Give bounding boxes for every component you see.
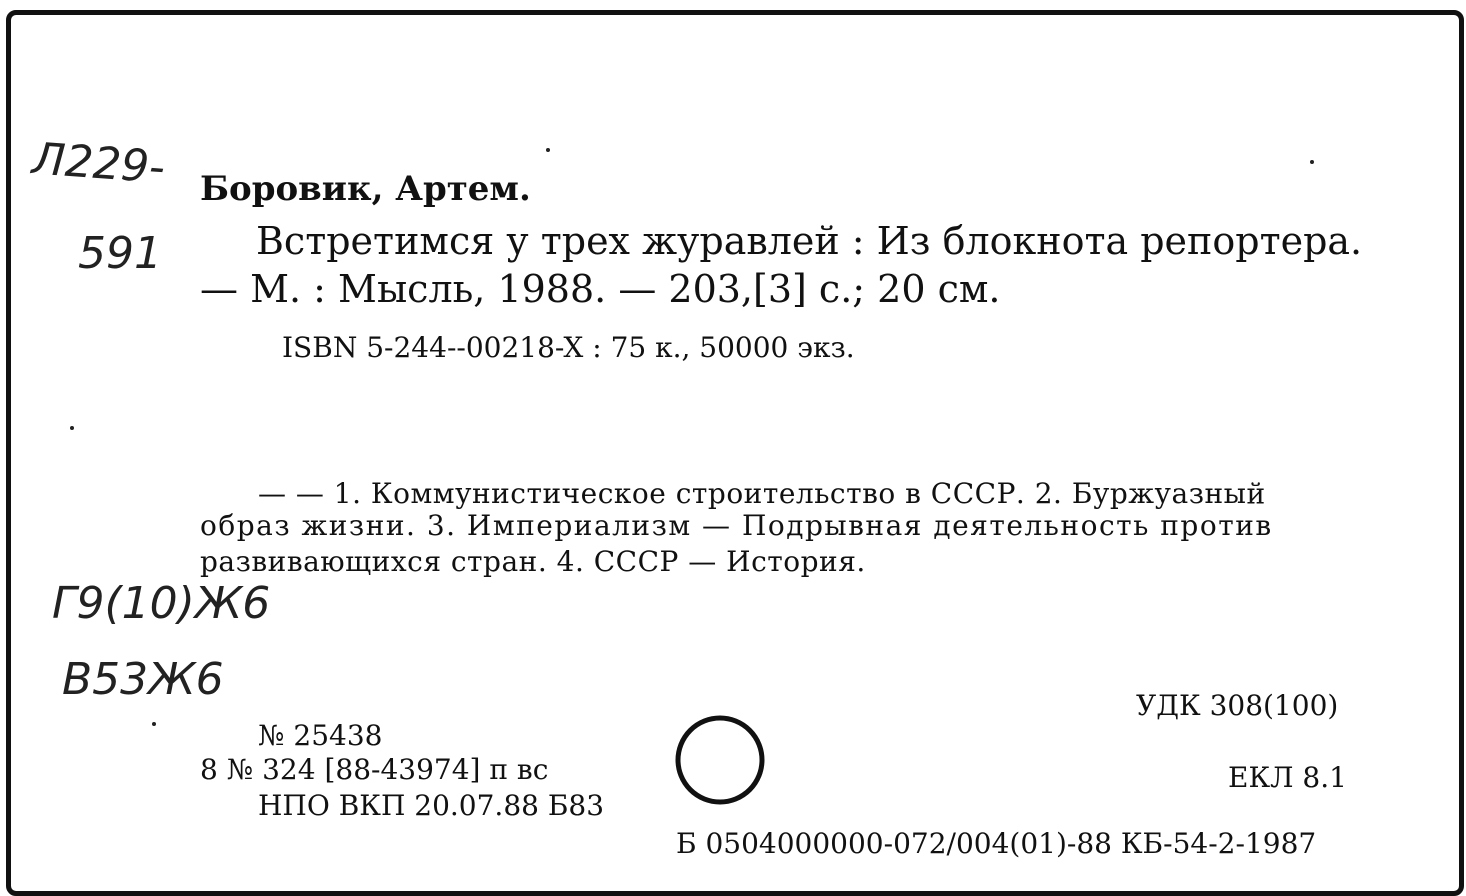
- udc-code: УДК 308(100): [1136, 689, 1339, 722]
- handwritten-call-number-line2: 591: [78, 228, 162, 279]
- title-line1: Встретимся у трех журавлей : Из блокнота репортера.: [256, 219, 1363, 263]
- speck-1: [546, 148, 550, 152]
- handwritten-classification-line2: В53Ж6: [62, 654, 224, 705]
- subjects-line2: образ жизни. 3. Империализм — Подрывная деятельность против: [200, 509, 1273, 542]
- order-number: № 25438: [258, 719, 383, 752]
- subjects-line3: развивающихся стран. 4. СССР — История.: [200, 545, 866, 578]
- speck-2: [1310, 160, 1314, 164]
- ekl-code: ЕКЛ 8.1: [1228, 761, 1347, 794]
- bibliographic-code-line: Б 0504000000-072/004(01)-88 КБ-54-2-1987: [676, 827, 1317, 860]
- author-heading: Боровик, Артем.: [200, 169, 531, 209]
- print-line1: 8 № 324 [88-43974] п вс: [200, 753, 549, 786]
- card-hole-circle: [672, 712, 772, 812]
- handwritten-call-number-line1: Л229-: [30, 133, 167, 194]
- speck-4: [152, 722, 156, 726]
- isbn-line: ISBN 5-244--00218-X : 75 к., 50000 экз.: [282, 331, 855, 364]
- subjects-line1: — — 1. Коммунистическое строительство в СССР. 2. Буржуазный: [258, 477, 1266, 510]
- print-line2: НПО ВКП 20.07.88 Б83: [258, 789, 605, 822]
- title-line2: — М. : Мысль, 1988. — 203,[3] с.; 20 см.: [200, 267, 1001, 311]
- speck-3: [70, 426, 74, 430]
- handwritten-classification-line1: Г9(10)Ж6: [52, 578, 271, 629]
